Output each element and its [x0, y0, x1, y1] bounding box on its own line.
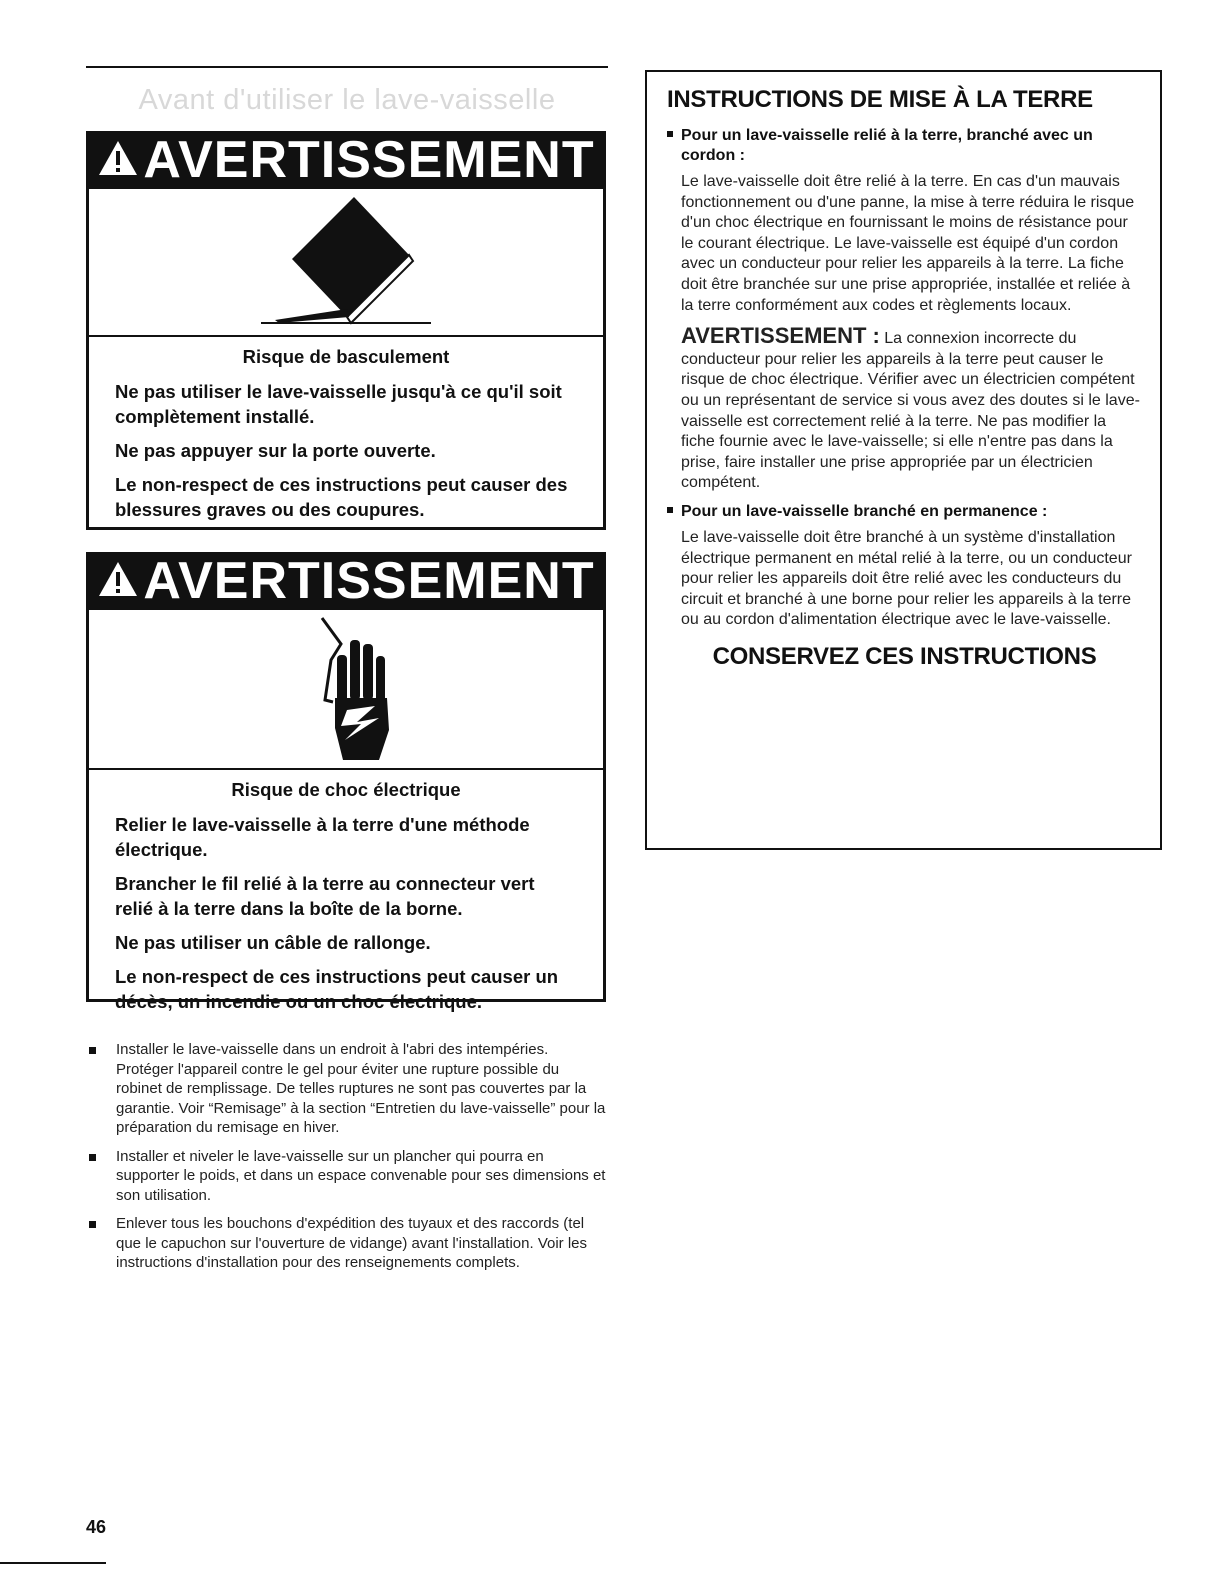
list-item [86, 1214, 606, 1273]
warning-box-tip-over [86, 131, 606, 530]
cord-heading-text: Pour un lave-vaisselle relié à la terre, branché avec un cordon : [681, 127, 1093, 164]
page-number: 46 [86, 1517, 107, 1537]
grounding-warning-body: La connexion incorrecte du conducteur pour relier les appareils à la terre peut causer le risque de choc électrique. Vérifier avec un électricien compétent ou un représentant de service si vous avez des doutes si le lave-vaisselle est correctement relié à la terre. Ne pas modifier la fiche fournie avec le lave-vaisselle; si elle n'entre pas dans la prise, faire installer une prise appropriée par un électricien compétent. [681, 330, 1140, 492]
list-item [86, 1040, 606, 1138]
grounding-instructions-box [645, 70, 1162, 850]
warning-line: Brancher le fil relié à la terre au connecteur vert relié à la terre dans la boîte de la borne. [115, 873, 535, 919]
permanent-heading [667, 502, 1142, 522]
warning-line: Ne pas appuyer sur la porte ouverte. [115, 440, 436, 461]
bullet-square-icon [667, 507, 673, 513]
warning-line: Le non-respect de ces instructions peut causer un décès, un incendie ou un choc électrique. [115, 966, 559, 1012]
warning-title: AVERTISSEMENT [143, 131, 595, 189]
bullet-square-icon [667, 131, 673, 137]
warning-header [86, 552, 606, 610]
grounding-warning-label: AVERTISSEMENT : [681, 323, 880, 349]
section-title: Avant d'utiliser le lave-vaisselle [138, 84, 556, 116]
pictogram-area [89, 189, 603, 337]
list-item [86, 1147, 606, 1206]
list-item-text: Enlever tous les bouchons d'expédition des tuyaux et des raccords (tel que le capuchon sur l'ouverture de vidange) avant l'installation. Voir les instructions d'installation pour des renseignements complets. [116, 1215, 588, 1271]
top-rule [86, 66, 608, 68]
permanent-heading-text: Pour un lave-vaisselle branché en permanence : [681, 502, 1048, 520]
footer-rule [0, 1562, 106, 1564]
warning-text [115, 777, 577, 1023]
electric-shock-hazard-icon [89, 610, 603, 768]
warning-header [86, 131, 606, 189]
risk-title: Risque de basculement [242, 346, 450, 367]
warning-triangle-icon [97, 130, 139, 190]
warning-line: Le non-respect de ces instructions peut causer des blessures graves ou des coupures. [115, 474, 568, 520]
warning-line: Ne pas utiliser le lave-vaisselle jusqu'à ce qu'il soit complètement installé. [115, 381, 562, 427]
cord-body: Le lave-vaisselle doit être relié à la terre. En cas d'un mauvais fonctionnement ou d'une panne, la mise à terre réduira le risque d'un choc électrique en fournissant le moins de résistance pour le courant électrique. Le lave-vaisselle est équipé d'un cordon avec un conducteur pour relier les appareils à la terre. La fiche doit être branchée sur une prise appropriée, installée et reliée à la terre conformément aux codes et règlements locaux. [681, 173, 1135, 314]
warning-triangle-icon [97, 551, 139, 611]
cord-heading [667, 126, 1142, 166]
tip-over-hazard-icon [89, 189, 603, 335]
conserve-instructions: CONSERVEZ CES INSTRUCTIONS [712, 642, 1097, 670]
risk-title: Risque de choc électrique [231, 779, 461, 800]
pictogram-area [89, 610, 603, 770]
permanent-body: Le lave-vaisselle doit être branché à un système d'installation électrique permanent en métal relié à la terre, ou un conducteur pour relier les appareils doit être relié avec les conducteurs du circuit et branché à une borne pour relier les appareils à la terre ou au cordon d'alimentation électrique avec le lave-vaisselle. [681, 528, 1132, 629]
grounding-warning [667, 323, 1142, 494]
warning-line: Relier le lave-vaisselle à la terre d'une méthode électrique. [115, 814, 530, 860]
warning-line: Ne pas utiliser un câble de rallonge. [115, 932, 431, 953]
bullet-square-icon [89, 1047, 96, 1054]
list-item-text: Installer et niveler le lave-vaisselle sur un plancher qui pourra en supporter le poids, et dans un espace convenable pour ses dimensions et son utilisation. [116, 1147, 606, 1204]
bullet-list [86, 1040, 606, 1282]
warning-box-electric-shock [86, 552, 606, 1012]
warning-title: AVERTISSEMENT [143, 552, 595, 610]
bullet-square-icon [89, 1154, 96, 1161]
warning-text [115, 344, 577, 531]
bullet-square-icon [89, 1221, 96, 1228]
list-item-text: Installer le lave-vaisselle dans un endroit à l'abri des intempéries. Protéger l'appareil contre le gel pour éviter une rupture possible du robinet de remplissage. De telles ruptures ne sont pas couvertes par la garantie. Voir “Remisage” à la section “Entretien du lave-vaisselle” pour la préparation du remisage en hiver. [116, 1041, 606, 1136]
grounding-title: INSTRUCTIONS DE MISE À LA TERRE [667, 86, 1093, 113]
